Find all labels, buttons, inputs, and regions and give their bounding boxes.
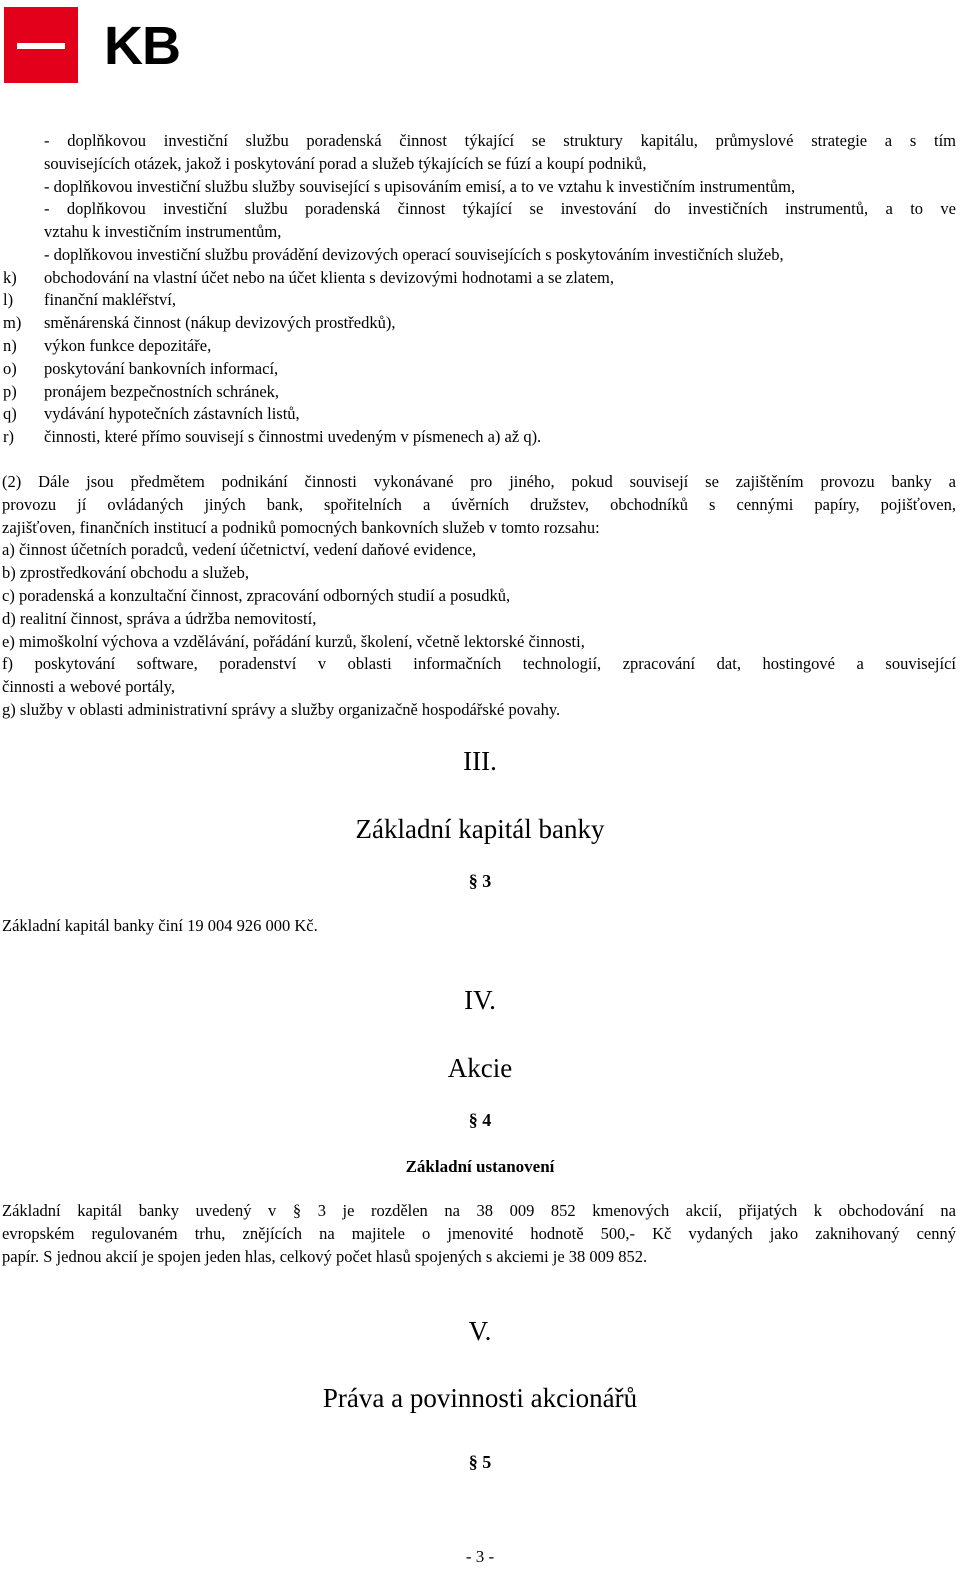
- part3-roman: III.: [463, 746, 497, 776]
- list-item: [3, 292, 176, 309]
- part5-roman: V.: [468, 1316, 492, 1346]
- section2-line: e) mimoškolní výchova a vzdělávání, pořádání kurzů, školení, včetně lektorské činnosti,: [2, 632, 585, 651]
- investment-line: - doplňkovou investiční službu poradenská činnost týkající se struktury kapitálu, průmyslové strategie a s tím: [44, 131, 956, 150]
- list-item-label: r): [3, 427, 14, 446]
- list-item-text: pronájem bezpečnostních schránek,: [44, 382, 280, 401]
- list-item-label: n): [3, 336, 17, 355]
- list-item-text: obchodování na vlastní účet nebo na účet klienta s devizovými hodnotami a se zlatem,: [44, 268, 614, 287]
- section2-line: c) poradenská a konzultační činnost, zpracování odborných studií a posudků,: [2, 586, 511, 605]
- list-item-text: činnosti, které přímo souvisejí s činnostmi uvedeným v písmenech a) až q).: [44, 427, 542, 446]
- section2-line: b) zprostředkování obchodu a služeb,: [2, 563, 249, 582]
- part4-line: papír. S jednou akcií je spojen jeden hlas, celkový počet hlasů spojených s akciemi je 38 009 852.: [2, 1247, 648, 1266]
- investment-line: - doplňkovou investiční službu služby související s upisováním emisí, a to ve vztahu k investičním instrumentům,: [44, 177, 796, 196]
- section2-line: (2) Dále jsou předmětem podnikání činnosti vykonávané pro jiného, pokud souvisejí se zajištěním provozu banky a: [2, 472, 956, 491]
- part5-paragraph: § 5: [468, 1452, 492, 1472]
- part3-text: Základní kapitál banky činí 19 004 926 000 Kč.: [2, 916, 318, 935]
- list-item: [3, 338, 211, 355]
- part4-heading: Akcie: [447, 1053, 513, 1083]
- section2-line: a) činnost účetních poradců, vedení účetnictví, vedení daňové evidence,: [2, 540, 477, 559]
- section2-line: d) realitní činnost, správa a údržba nemovitostí,: [2, 609, 317, 628]
- list-item-label: q): [3, 404, 17, 423]
- investment-line: vztahu k investičním instrumentům,: [44, 222, 282, 241]
- part4-subheading: Základní ustanovení: [405, 1157, 555, 1176]
- list-item-text: finanční makléřství,: [44, 290, 176, 309]
- list-item-label: k): [3, 268, 17, 287]
- list-item: [3, 429, 541, 446]
- list-item-label: p): [3, 382, 17, 401]
- kb-logo-square: [4, 7, 78, 83]
- page-number: - 3 -: [465, 1547, 495, 1566]
- list-item-label: o): [3, 359, 17, 378]
- list-item: [3, 315, 395, 332]
- part4-paragraph: § 4: [468, 1110, 492, 1130]
- list-item-text: směnárenská činnost (nákup devizových prostředků),: [44, 313, 396, 332]
- kb-logo-text: KB: [104, 16, 180, 76]
- list-item: [3, 270, 614, 287]
- investment-line: souvisejících otázek, jakož i poskytování porad a služeb týkajících se fúzí a koupí podniků,: [44, 154, 647, 173]
- part3-heading: Základní kapitál banky: [355, 814, 605, 844]
- list-item-text: poskytování bankovních informací,: [44, 359, 279, 378]
- list-item: [3, 361, 278, 378]
- list-item: [3, 406, 300, 423]
- part4-roman: IV.: [464, 985, 496, 1015]
- list-item: [3, 384, 279, 401]
- section2-line: provozu jí ovládaných jiných bank, spořitelních a úvěrních družstev, obchodníků s cennými papíry, pojišťoven,: [2, 495, 956, 514]
- section2-line: f) poskytování software, poradenství v oblasti informačních technologií, zpracování dat, hostingové a související: [2, 654, 956, 673]
- part3-paragraph: § 3: [468, 871, 492, 891]
- list-item-text: vydávání hypotečních zástavních listů,: [44, 404, 300, 423]
- kb-logo: [4, 6, 180, 84]
- list-item-label: l): [3, 290, 14, 309]
- investment-line: - doplňkovou investiční službu provádění devizových operací souvisejících s poskytováním investičních služeb,: [44, 245, 784, 264]
- investment-line: - doplňkovou investiční službu poradenská činnost týkající se investování do investičních instrumentů, a to ve: [44, 199, 956, 218]
- section2-line: zajišťoven, finančních institucí a podniků pomocných bankovních služeb v tomto rozsahu:: [2, 518, 600, 537]
- part4-line: Základní kapitál banky uvedený v § 3 je rozdělen na 38 009 852 kmenových akcií, přijatých k obchodování na: [2, 1201, 956, 1220]
- list-item-label: m): [3, 313, 22, 332]
- part4-line: evropském regulovaném trhu, znějících na majitele o jmenovité hodnotě 500,- Kč vydaných jako zaknihovaný cenný: [2, 1224, 956, 1243]
- part5-heading: Práva a povinnosti akcionářů: [322, 1383, 638, 1413]
- section2-line: g) služby v oblasti administrativní správy a služby organizačně hospodářské povahy.: [2, 700, 561, 719]
- list-item-text: výkon funkce depozitáře,: [44, 336, 212, 355]
- section2-line: činnosti a webové portály,: [2, 677, 176, 696]
